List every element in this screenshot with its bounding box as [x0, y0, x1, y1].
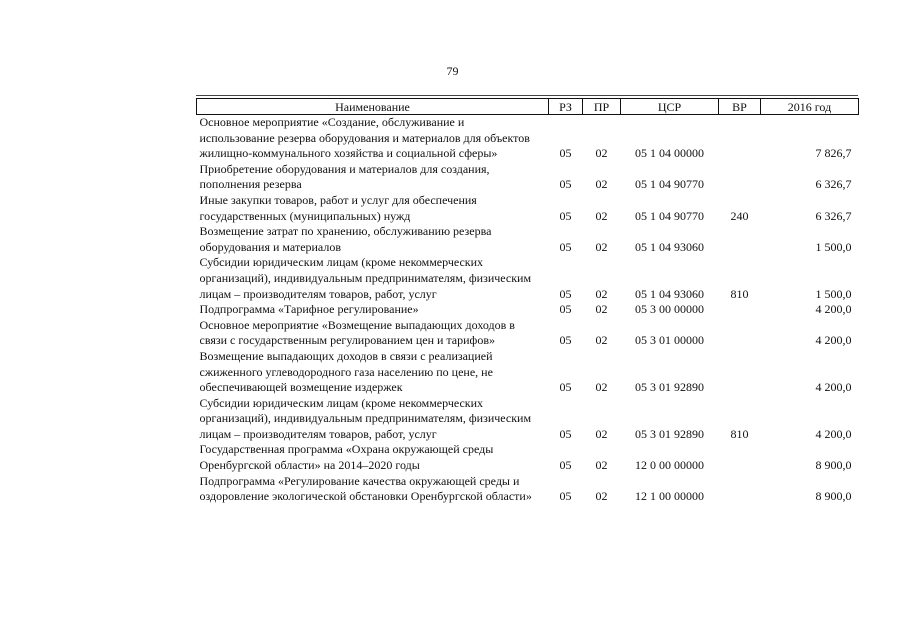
- header-csr: ЦСР: [621, 99, 719, 115]
- header-vr: ВР: [719, 99, 761, 115]
- row-rz: 05: [559, 239, 572, 254]
- row-sum: 6 326,7: [815, 208, 852, 223]
- row-name: Приобретение оборудования и материалов для создания, пополнения резерва: [199, 161, 490, 192]
- row-sum: 1 500,0: [815, 239, 852, 254]
- row-rz: 05: [559, 177, 572, 192]
- row-pr: 02: [595, 208, 608, 223]
- row-pr: 02: [595, 333, 608, 348]
- row-pr: 02: [595, 302, 608, 317]
- row-rz: 05: [559, 208, 572, 223]
- row-rz: 05: [559, 302, 572, 317]
- table-row: [197, 442, 859, 473]
- row-rz: 05: [559, 286, 572, 301]
- budget-table: [196, 98, 859, 505]
- row-csr: 05 1 04 90770: [635, 177, 704, 192]
- row-name: Подпрограмма «Тарифное регулирование»: [199, 302, 419, 317]
- row-csr: 05 3 00 00000: [635, 302, 704, 317]
- page-number: 79: [446, 64, 459, 78]
- row-name: Иные закупки товаров, работ и услуг для обеспечения государственных (муниципальных) нужд: [199, 192, 477, 223]
- table-row: [197, 318, 859, 349]
- table-row: [197, 162, 859, 193]
- row-pr: 02: [595, 177, 608, 192]
- table-row: [197, 349, 859, 396]
- top-rule: [196, 95, 858, 96]
- row-pr: 02: [595, 380, 608, 395]
- table-body: [197, 115, 859, 505]
- row-name: Государственная программа «Охрана окружающей среды Оренбургской области» на 2014–2020 годы: [199, 442, 494, 473]
- row-pr: 02: [595, 426, 608, 441]
- row-rz: 05: [559, 426, 572, 441]
- row-sum: 8 900,0: [815, 458, 852, 473]
- row-name: Основное мероприятие «Возмещение выпадающих доходов в связи с государственным регулированием цен и тарифов»: [199, 317, 515, 348]
- table-row: [197, 115, 859, 162]
- table-header: [197, 99, 859, 115]
- row-sum: 4 200,0: [815, 302, 852, 317]
- row-vr: 810: [730, 286, 749, 301]
- row-csr: 05 1 04 90770: [635, 208, 704, 223]
- row-vr: [719, 302, 761, 318]
- row-sum: 6 326,7: [815, 177, 852, 192]
- row-sum: 4 200,0: [815, 426, 852, 441]
- row-pr: 02: [595, 239, 608, 254]
- row-sum: 4 200,0: [815, 380, 852, 395]
- row-pr: 02: [595, 458, 608, 473]
- row-csr: 05 1 04 93060: [635, 286, 704, 301]
- row-sum: 4 200,0: [815, 333, 852, 348]
- row-csr: 05 3 01 92890: [635, 426, 704, 441]
- row-vr: 240: [730, 208, 749, 223]
- row-rz: 05: [559, 489, 572, 504]
- row-vr: 810: [730, 426, 749, 441]
- row-csr: 05 3 01 00000: [635, 333, 704, 348]
- header-sum: 2016 год: [761, 99, 859, 115]
- row-vr: [719, 349, 761, 396]
- row-vr: [719, 442, 761, 473]
- row-rz: 05: [559, 380, 572, 395]
- header-name: Наименование: [197, 99, 549, 115]
- row-csr: 05 1 04 00000: [635, 146, 704, 161]
- row-csr: 12 0 00 00000: [635, 458, 704, 473]
- table-row: [197, 255, 859, 302]
- table-row: [197, 474, 859, 505]
- row-vr: [719, 162, 761, 193]
- row-rz: 05: [559, 146, 572, 161]
- row-pr: 02: [595, 489, 608, 504]
- row-name: Субсидии юридическим лицам (кроме некоммерческих организаций), индивидуальным предпринимателям, физическим лицам – производителям товаров, работ, услуг: [199, 395, 532, 441]
- row-vr: [719, 474, 761, 505]
- row-csr: 05 1 04 93060: [635, 239, 704, 254]
- row-pr: 02: [595, 146, 608, 161]
- table-row: [197, 396, 859, 443]
- table-row: [197, 302, 859, 318]
- row-name: Подпрограмма «Регулирование качества окружающей среды и оздоровление экологической обстановки Оренбургской области»: [199, 473, 532, 504]
- header-rz: РЗ: [549, 99, 583, 115]
- row-sum: 7 826,7: [815, 146, 852, 161]
- row-pr: 02: [595, 286, 608, 301]
- row-rz: 05: [559, 333, 572, 348]
- table-row: [197, 224, 859, 255]
- row-csr: 12 1 00 00000: [635, 489, 704, 504]
- row-csr: 05 3 01 92890: [635, 380, 704, 395]
- row-name: Возмещение выпадающих доходов в связи с реализацией сжиженного углеводородного газа населению по цене, не обеспечивающей возмещение издержек: [199, 348, 493, 395]
- row-vr: [719, 224, 761, 255]
- header-pr: ПР: [583, 99, 621, 115]
- row-name: Субсидии юридическим лицам (кроме некоммерческих организаций), индивидуальным предпринимателям, физическим лицам – производителям товаров, работ, услуг: [199, 255, 532, 301]
- row-rz: 05: [559, 458, 572, 473]
- table-row: [197, 193, 859, 224]
- row-name: Основное мероприятие «Создание, обслуживание и использование резерва оборудования и материалов для объектов жилищно-коммунального хозяйства и социальной сферы»: [199, 115, 530, 161]
- row-vr: [719, 318, 761, 349]
- row-name: Возмещение затрат по хранению, обслуживанию резерва оборудования и материалов: [199, 224, 492, 254]
- row-vr: [719, 115, 761, 162]
- row-sum: 8 900,0: [815, 489, 852, 504]
- row-sum: 1 500,0: [815, 286, 852, 301]
